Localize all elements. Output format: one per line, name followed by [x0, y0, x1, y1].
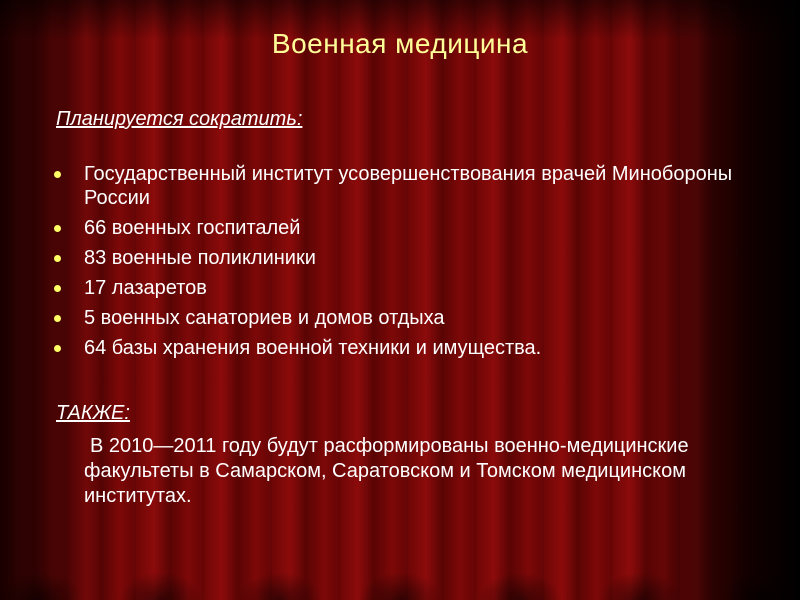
list-item [52, 336, 752, 360]
bullet-icon [54, 345, 61, 352]
curtain-decoration [0, 530, 800, 600]
list-item [52, 276, 752, 300]
bullet-icon [54, 255, 61, 262]
list-item-text: 64 базы хранения военной техники и имущества. [84, 337, 542, 359]
list-item-text: 66 военных госпиталей [84, 217, 301, 239]
bullet-icon [54, 225, 61, 232]
list-item [52, 246, 752, 270]
bullet-list [52, 162, 752, 366]
list-item [52, 162, 752, 210]
list-item [52, 216, 752, 240]
list-item [52, 306, 752, 330]
list-item-text: 17 лазаретов [84, 277, 207, 299]
slide-title: Военная медицина [271, 28, 529, 59]
slide-subtitle: Планируется сократить: [56, 108, 303, 130]
list-item-text: 83 военные поликлиники [84, 247, 316, 269]
list-item-text: Государственный институт усовершенствования врачей Минобороны России [84, 163, 733, 209]
list-item-text: 5 военных санаториев и домов отдыха [84, 307, 445, 329]
bullet-icon [54, 285, 61, 292]
bullet-icon [54, 171, 61, 178]
also-heading: ТАКЖЕ: [56, 402, 130, 424]
bullet-icon [54, 315, 61, 322]
also-paragraph: В 2010—2011 году будут расформированы военно-медицинские факультеты в Самарском, Саратовском и Томском медицинском институтах. [84, 435, 689, 507]
